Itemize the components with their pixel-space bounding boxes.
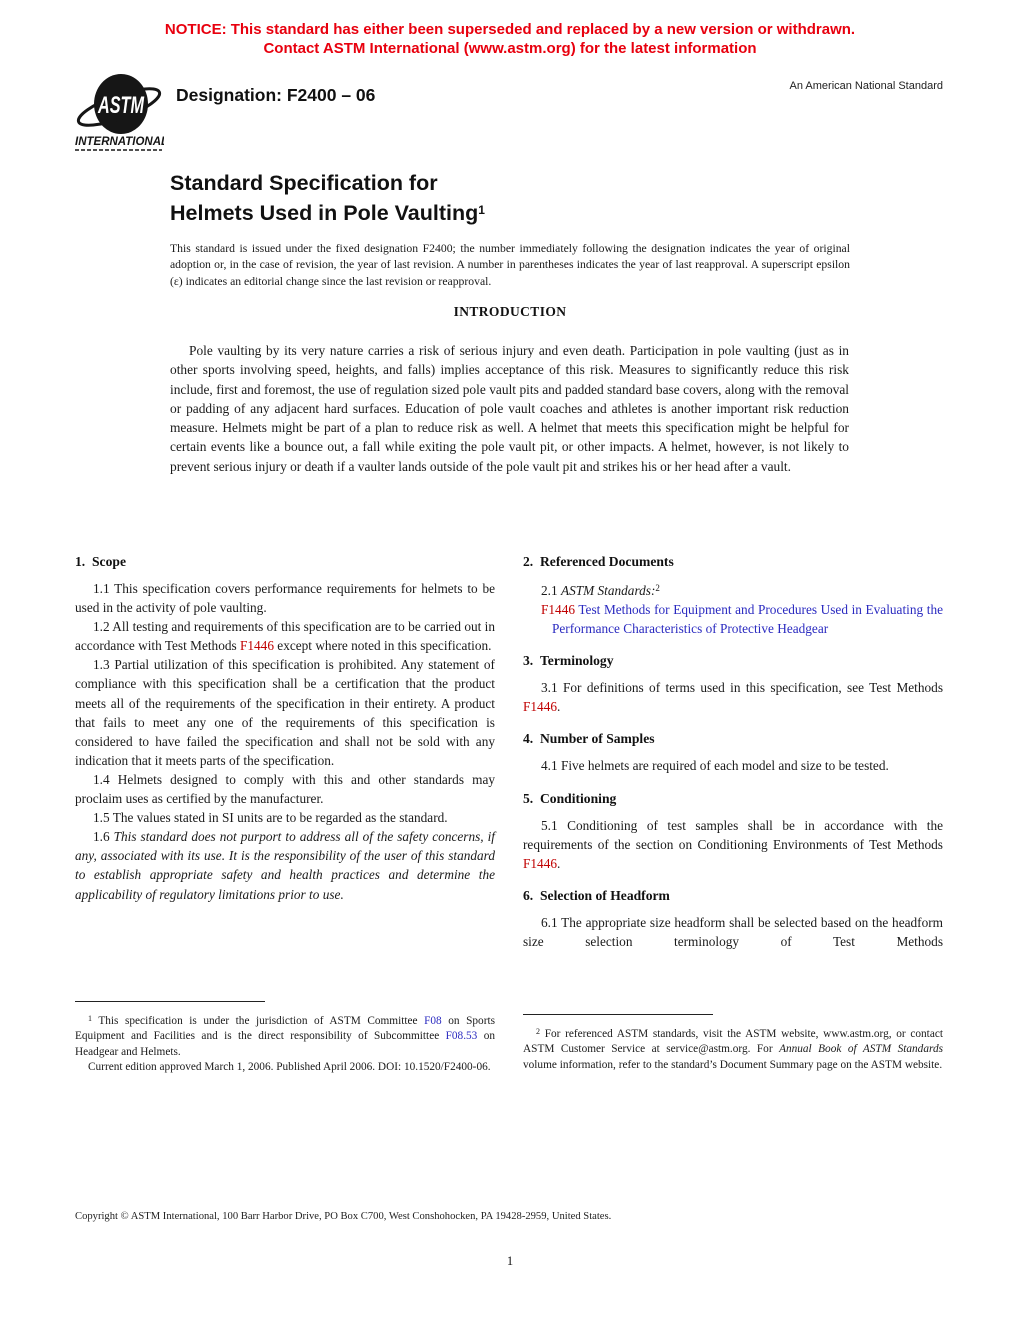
footnote-1 xyxy=(75,1001,495,1075)
paragraph-1-2: 1.2 All testing and requirements of this specification are to be carried out in accordance with Test Methods F1446 except where noted in this specification. xyxy=(75,619,495,654)
notice-line-1: NOTICE: This standard has either been superseded and replaced by a new version or withdrawn. xyxy=(164,21,856,38)
footnote-ref-2: 2 xyxy=(655,583,660,593)
introduction-heading: INTRODUCTION xyxy=(453,304,567,319)
section-heading-number-of-samples: 4. Number of Samples xyxy=(523,731,655,747)
link-f1446[interactable]: F1446 xyxy=(541,602,575,618)
superseded-notice xyxy=(0,20,1020,58)
paragraph-1-1: 1.1 This specification covers performance requirements for helmets to be used in the activity of pole vaulting. xyxy=(75,581,495,616)
body-columns xyxy=(75,550,943,951)
section-heading-referenced-documents: 2. Referenced Documents xyxy=(523,554,674,569)
section-heading-selection-of-headform: 6. Selection of Headform xyxy=(523,887,670,903)
astm-logo xyxy=(74,70,164,154)
link-f1446[interactable]: F1446 xyxy=(239,638,274,654)
paragraph-1-4: 1.4 Helmets designed to comply with this and other standards may proclaim uses as certified by the manufacturer. xyxy=(75,771,495,807)
paragraph-4-1: 4.1 Five helmets are required of each model and size to be tested. xyxy=(541,758,889,774)
national-standard-label: An American National Standard xyxy=(789,80,943,92)
paragraph-6-1: 6.1 The appropriate size headform shall be selected based on the headform size selection terminology of Test Methods xyxy=(523,914,943,949)
section-heading-conditioning: 5. Conditioning xyxy=(523,790,617,806)
link-f1446-title[interactable]: Test Methods for Equipment and Procedures Used in Evaluating the Performance Characteristics of Protective Headgear xyxy=(552,602,943,637)
footnote-rule-right xyxy=(523,1014,713,1015)
right-column xyxy=(523,550,943,951)
paragraph-2-1: 2.1 ASTM Standards:$^2$ xyxy=(541,583,660,598)
title-footnote-ref: 1 xyxy=(478,203,485,217)
paragraph-1-6: 1.6 This standard does not purport to address all of the safety concerns, if any, associated with its use. It is the responsibility of the user of this standard to establish appropriate safety and health practices and determine the applicability of regulatory limitations prior to use. xyxy=(75,829,496,902)
copyright-line: Copyright © ASTM International, 100 Barr Harbor Drive, PO Box C700, West Conshohocken, PA 19428-2959, United States. xyxy=(75,1211,612,1222)
paragraph-1-5: 1.5 The values stated in SI units are to be regarded as the standard. xyxy=(93,810,448,826)
paragraph-3-1: 3.1 For definitions of terms used in this specification, see Test Methods F1446. xyxy=(523,680,943,715)
designation: Designation: F2400 – 06 xyxy=(176,85,376,105)
footnote-1-current-edition: Current edition approved March 1, 2006. Published April 2006. DOI: 10.1520/F2400-06. xyxy=(88,1060,491,1073)
footnote-2 xyxy=(523,1014,943,1073)
paragraph-1-3: 1.3 Partial utilization of this specification is prohibited. Any statement of compliance with this specification shall be a certification that the product meets all of the requirements of the specification in their entirety. A product that fails to meet any one of the requirements of this specification is considered to have failed the specification and shall not be sold with any indication that it meets parts of the specification. xyxy=(75,657,495,768)
paragraph-5-1: 5.1 Conditioning of test samples shall be in accordance with the requirements of the section on Conditioning Environments of Test Methods F1446. xyxy=(523,817,943,871)
title-line-2: Helmets Used in Pole Vaulting$^1$ xyxy=(170,201,485,225)
introduction-body: Pole vaulting by its very nature carries a risk of serious injury and even death. Participation in pole vaulting (just as in other sports involving speed, heights, and falls) implies acceptance of this risk. Measures to significantly reduce this risk include, first and foremost, the use of regulation sized pole vault pits and padded standard base covers, along with the removal or padding of any adjacent hard surfaces. Education of pole vault coaches and athletes is another important risk reduction measure. Helmets might be part of a plan to reduce risk as well. A helmet that meets this specification might be helpful for certain events like a bounce out, a fall while exiting the pole vault pit, or other impacts. A helmet, however, is not likely to prevent serious injury or death if a vaulter lands outside of the pole vault pit and strikes his or her head after a vault. xyxy=(170,343,849,474)
footnote-rule-left xyxy=(75,1001,265,1002)
astm-globe-icon xyxy=(74,70,164,154)
link-f08-53[interactable]: F08.53 xyxy=(445,1030,478,1043)
title-line-1: Standard Specification for xyxy=(170,171,438,195)
footnote-2-text: $^2$ For referenced ASTM standards, visit the ASTM website, www.astm.org, or contact ASTM Customer Service at service@astm.org. For Annual Book of ASTM Standards volume information, refer to the standard’s Document Summary page on the ASTM website. xyxy=(523,1027,943,1071)
logo-text: ASTM xyxy=(97,92,145,119)
logo-subtext: INTERNATIONAL xyxy=(75,136,164,148)
footnote-1-text: $^1$ This specification is under the jurisdiction of ASTM Committee F08 on Sports Equipment and Facilities and is the direct responsibility of Subcommittee F08.53 on Headgear and Helmets. xyxy=(75,1014,495,1058)
page-title xyxy=(170,170,485,227)
section-heading-terminology: 3. Terminology xyxy=(523,653,614,669)
link-f08[interactable]: F08 xyxy=(424,1015,442,1027)
section-heading-scope: 1. Scope xyxy=(75,554,126,569)
link-f1446[interactable]: F1446 xyxy=(523,855,557,871)
page-number: 1 xyxy=(506,1254,514,1268)
notice-line-2: Contact ASTM International (www.astm.org) for the latest information xyxy=(263,40,757,57)
link-f1446[interactable]: F1446 xyxy=(523,699,557,715)
left-column xyxy=(75,550,495,951)
issuing-preamble: This standard is issued under the fixed designation F2400; the number immediately following the designation indicates the year of original adoption or, in the case of revision, the year of last revision. A number in parentheses indicates the year of last reapproval. A superscript epsilon (ε) indicates an editorial change since the last revision or reapproval. xyxy=(170,242,850,288)
reference-entry-f1446 xyxy=(523,600,943,638)
